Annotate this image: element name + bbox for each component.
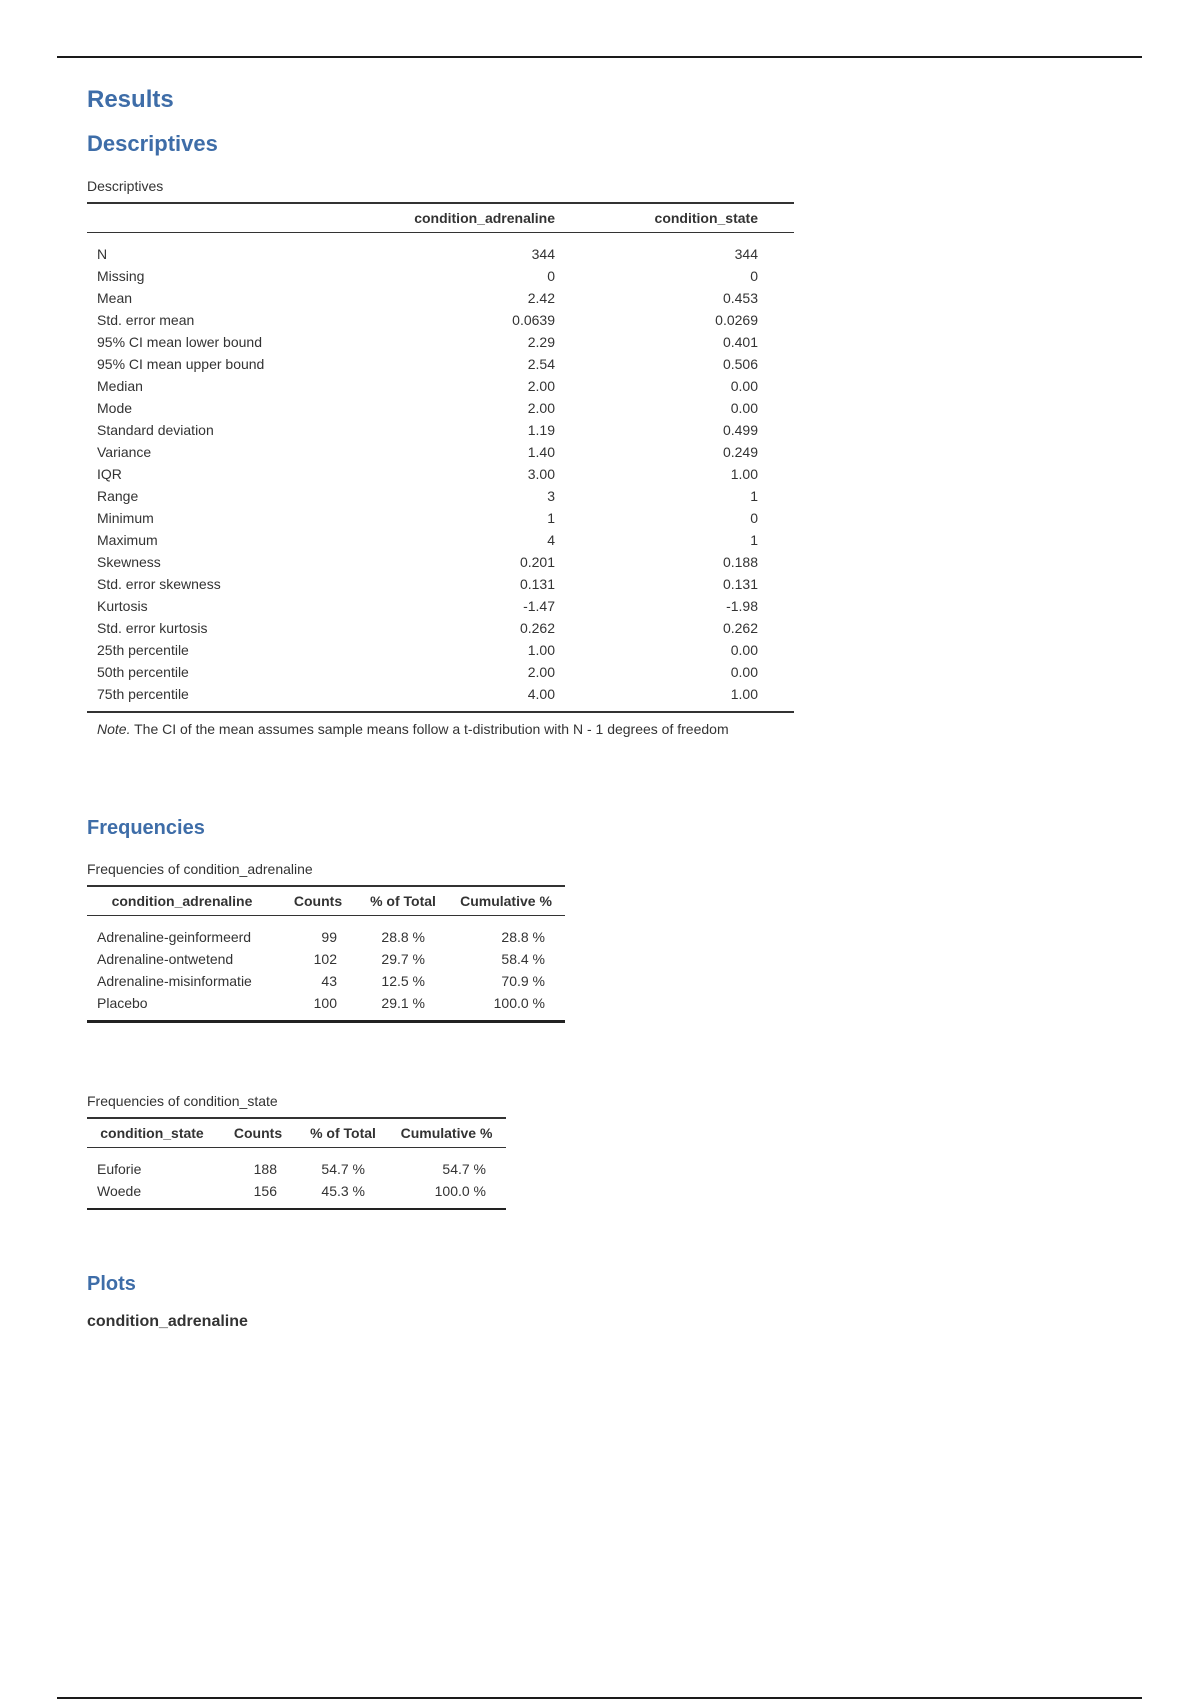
freq-state-caption: Frequencies of condition_state [87,1093,278,1109]
descriptives-row-cell: 0 [750,510,758,526]
descriptives-col-header: condition_adrenaline [347,203,567,233]
freq-adrenaline-row-cell: 99 [321,929,337,945]
freq-col-header: Counts [277,886,359,916]
descriptives-row-cell: 3 [547,488,555,504]
descriptives-row-cell: 1 [750,532,758,548]
descriptives-row [87,573,794,595]
descriptives-heading: Descriptives [87,131,218,156]
descriptives-col-header [87,203,347,233]
descriptives-row-cell: 50th percentile [97,664,189,680]
freq-state-row-cell: 54.7 % [321,1161,365,1177]
descriptives-row-cell: Std. error skewness [97,576,221,592]
descriptives-row-cell: Std. error mean [97,312,195,328]
descriptives-row [87,463,794,485]
descriptives-row [87,397,794,419]
freq-state-row-cell: 45.3 % [321,1183,365,1199]
descriptives-row-cell: Kurtosis [97,598,148,614]
freq-adrenaline-row-cell: 100.0 % [493,995,545,1011]
descriptives-row-cell: 0.249 [722,444,758,460]
descriptives-row-cell: Range [97,488,139,504]
descriptives-row-cell: 0.262 [519,620,555,636]
descriptives-row [87,683,794,712]
descriptives-row-cell: 0.188 [722,554,758,570]
descriptives-row [87,353,794,375]
descriptives-row-cell: 0.499 [722,422,758,438]
freq-adrenaline-header-row [87,886,565,916]
freq-col-header: % of Total [359,886,447,916]
descriptives-row [87,639,794,661]
descriptives-row-cell: N [97,246,108,262]
descriptives-row-cell: 1 [547,510,555,526]
freq-adrenaline-body [87,916,565,1022]
descriptives-row-cell: 0 [750,268,758,284]
descriptives-row-cell: Standard deviation [97,422,214,438]
freq-adrenaline-row-cell: 70.9 % [501,973,545,989]
freq-adrenaline-row-cell: Placebo [97,995,148,1011]
freq-adrenaline-row-cell: Adrenaline-geinformeerd [97,929,252,945]
top-rule [57,56,1142,58]
freq-col-header: % of Total [299,1118,387,1148]
descriptives-row-cell: Skewness [97,554,161,570]
descriptives-row-cell: 1.00 [730,466,758,482]
frequencies-heading: Frequencies [87,817,205,839]
descriptives-body [87,233,794,713]
descriptives-row-cell: 1.40 [527,444,555,460]
descriptives-row-cell: Mean [97,290,133,306]
freq-col-header: Cumulative % [387,1118,506,1148]
freq-state-row-cell: Euforie [97,1161,142,1177]
freq-adrenaline-row [87,970,565,992]
freq-state-table [87,1117,506,1210]
descriptives-row-cell: 0.00 [730,664,758,680]
descriptives-row-cell: 344 [531,246,555,262]
descriptives-row-cell: 0.506 [722,356,758,372]
descriptives-row-cell: Minimum [97,510,154,526]
descriptives-note [87,712,794,737]
descriptives-row-cell: Std. error kurtosis [97,620,208,636]
descriptives-row-cell: 1.00 [527,642,555,658]
freq-state-row-cell: 156 [253,1183,277,1199]
freq-adrenaline-row-cell: 28.8 % [501,929,545,945]
descriptives-row-cell: 0.00 [730,400,758,416]
descriptives-row-cell: 2.00 [527,664,555,680]
descriptives-row-cell: 2.29 [527,334,555,350]
plot-title: condition_adrenaline [87,1313,248,1330]
freq-state-row-cell: Woede [97,1183,142,1199]
descriptives-row-cell: 1.00 [730,686,758,702]
freq-col-header: condition_state [87,1118,217,1148]
descriptives-row-cell: -1.47 [523,598,555,614]
descriptives-row-cell: 0.0269 [715,312,758,328]
freq-adrenaline-row-cell: Adrenaline-misinformatie [97,973,252,989]
descriptives-row-cell: 344 [734,246,758,262]
freq-state-row [87,1148,506,1181]
descriptives-row [87,661,794,683]
freq-adrenaline-row-cell: 29.1 % [381,995,425,1011]
freq-col-header: Cumulative % [447,886,565,916]
descriptives-row-cell: -1.98 [726,598,758,614]
descriptives-row-cell: 1.19 [527,422,555,438]
freq-adrenaline-row-cell: 12.5 % [381,973,425,989]
freq-state-body [87,1148,506,1210]
freq-adrenaline-row-cell: 29.7 % [381,951,425,967]
plots-heading: Plots [87,1273,136,1295]
descriptives-row [87,551,794,573]
descriptives-row [87,375,794,397]
descriptives-row-cell: 0.201 [519,554,555,570]
freq-adrenaline-row-cell: 58.4 % [501,951,545,967]
descriptives-caption: Descriptives [87,178,164,194]
freq-adrenaline-row [87,916,565,949]
freq-state-row-cell: 100.0 % [434,1183,486,1199]
freq-adrenaline-row-cell: 100 [313,995,337,1011]
freq-adrenaline-row-cell: 102 [313,951,337,967]
descriptives-row [87,485,794,507]
descriptives-row [87,419,794,441]
descriptives-row-cell: 1 [750,488,758,504]
descriptives-row [87,507,794,529]
freq-adrenaline-row [87,992,565,1022]
freq-col-header: Counts [217,1118,299,1148]
descriptives-row-cell: IQR [97,466,122,482]
descriptives-row-cell: 0.453 [722,290,758,306]
freq-state-row-cell: 54.7 % [442,1161,486,1177]
freq-adrenaline-row-cell: 43 [321,973,337,989]
bottom-rule [57,1697,1142,1699]
freq-col-header: condition_adrenaline [87,886,277,916]
descriptives-row-cell: 4 [547,532,555,548]
descriptives-row-cell: 0.00 [730,642,758,658]
descriptives-row-cell: 4.00 [527,686,555,702]
descriptives-row-cell: Variance [97,444,152,460]
descriptives-row [87,529,794,551]
freq-state-row [87,1180,506,1209]
descriptives-row-cell: 0.00 [730,378,758,394]
descriptives-table [87,202,794,737]
descriptives-row-cell: 0.131 [722,576,758,592]
results-heading: Results [87,86,174,113]
freq-state-row-cell: 188 [253,1161,277,1177]
descriptives-row [87,309,794,331]
descriptives-row-cell: 2.54 [527,356,555,372]
descriptives-row-cell: 0.0639 [512,312,555,328]
descriptives-row-cell: 0.401 [722,334,758,350]
descriptives-row-cell: Maximum [97,532,158,548]
descriptives-row [87,233,794,266]
descriptives-row-cell: Missing [97,268,145,284]
note-label: Note. [97,721,131,737]
freq-adrenaline-row-cell: 28.8 % [381,929,425,945]
descriptives-row [87,595,794,617]
freq-state-header-row [87,1118,506,1148]
descriptives-row-cell: 2.00 [527,400,555,416]
descriptives-row-cell: 95% CI mean upper bound [97,356,265,372]
descriptives-row [87,287,794,309]
descriptives-row-cell: Median [97,378,143,394]
descriptives-col-header: condition_state [567,203,794,233]
descriptives-row-cell: 3.00 [527,466,555,482]
descriptives-header-row [87,203,794,233]
descriptives-row-cell: 95% CI mean lower bound [97,334,262,350]
descriptives-row-cell: 0.131 [519,576,555,592]
freq-adrenaline-table [87,885,565,1023]
descriptives-row-cell: 2.42 [527,290,555,306]
freq-adrenaline-row [87,948,565,970]
freq-adrenaline-caption: Frequencies of condition_adrenaline [87,861,313,877]
descriptives-row [87,331,794,353]
descriptives-row-cell: 0 [547,268,555,284]
freq-adrenaline-row-cell: Adrenaline-ontwetend [97,951,234,967]
descriptives-row [87,441,794,463]
descriptives-row-cell: 0.262 [722,620,758,636]
descriptives-row [87,617,794,639]
descriptives-row-cell: 75th percentile [97,686,189,702]
descriptives-row [87,265,794,287]
note-text: The CI of the mean assumes sample means follow a t-distribution with N - 1 degrees of freedom [130,721,729,737]
descriptives-note-row [87,712,794,737]
descriptives-row-cell: 2.00 [527,378,555,394]
descriptives-row-cell: 25th percentile [97,642,189,658]
descriptives-row-cell: Mode [97,400,133,416]
